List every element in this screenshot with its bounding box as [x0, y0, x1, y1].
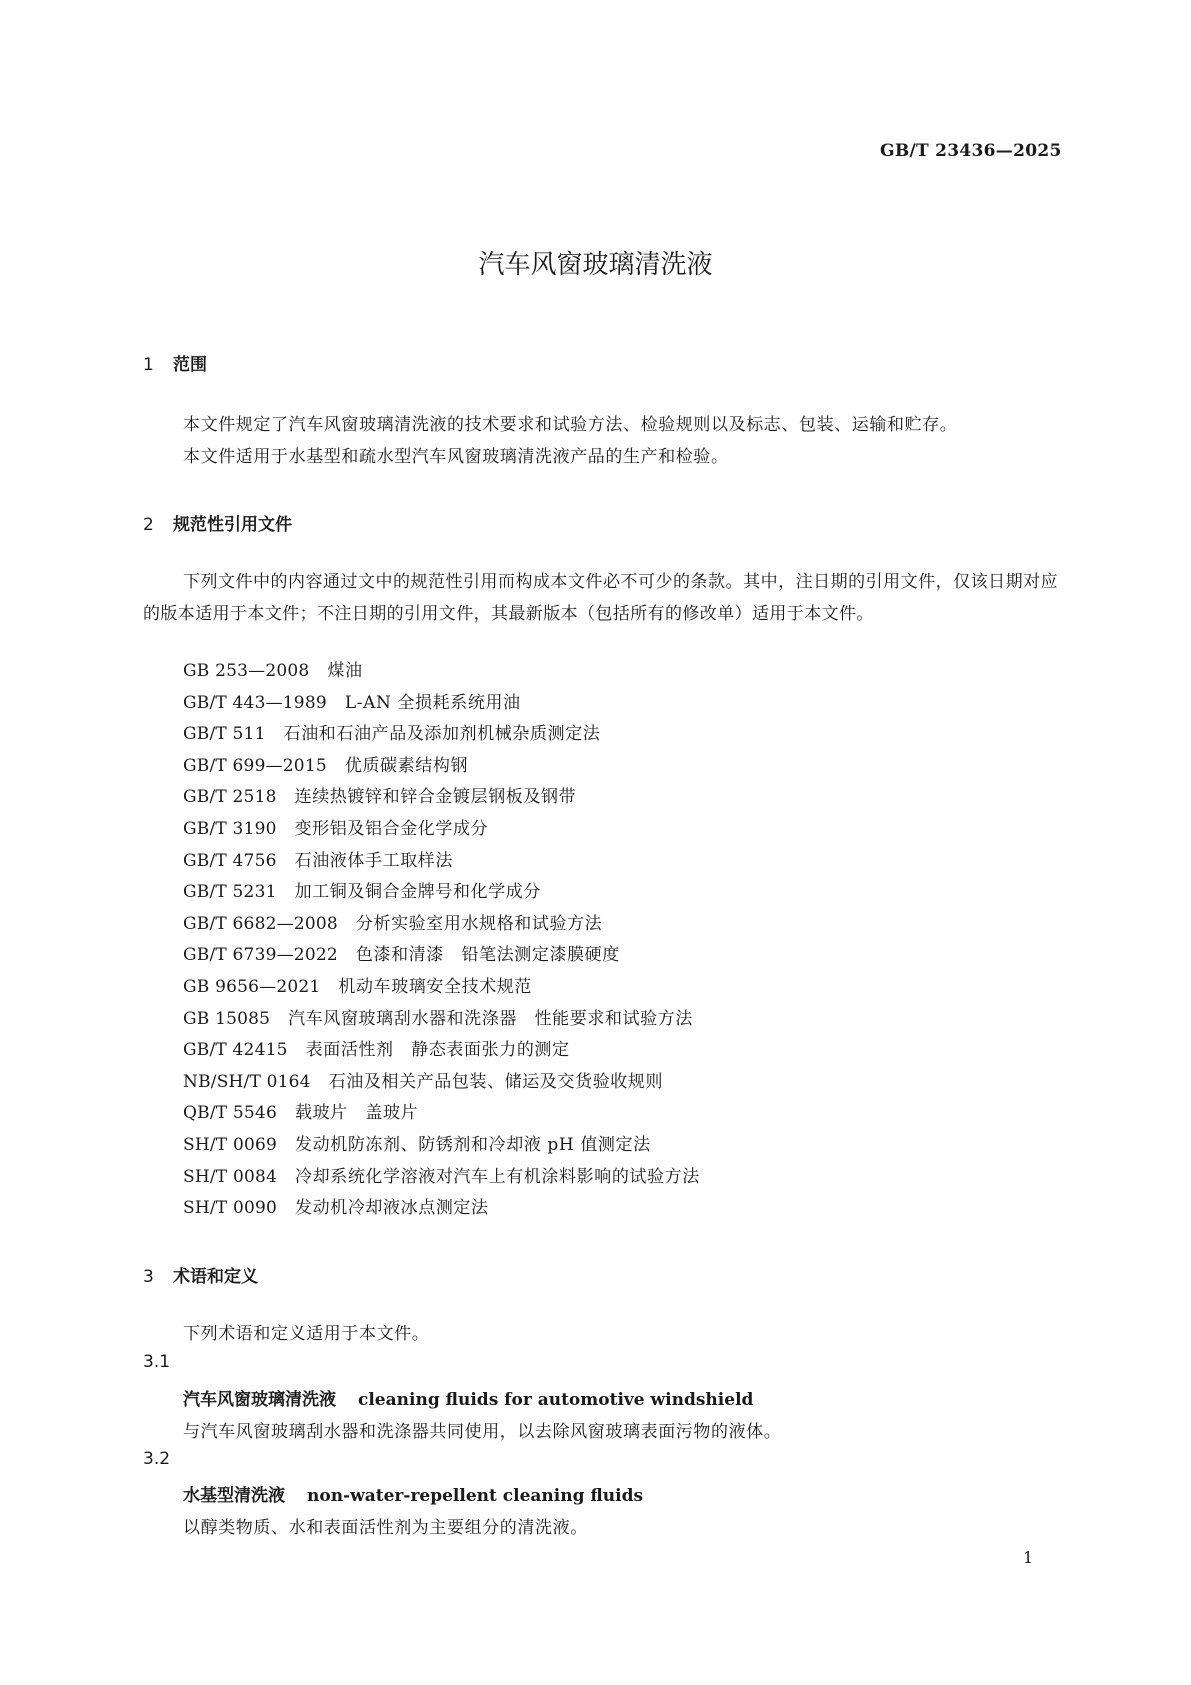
reference-item	[183, 1162, 700, 1194]
standard-code: GB/T 23436—2025	[880, 141, 1062, 161]
reference-title: 连续热镀锌和锌合金镀层钢板及钢带	[294, 787, 577, 808]
reference-code: GB/T 5231	[183, 882, 277, 903]
reference-item	[183, 1193, 700, 1225]
reference-code: GB/T 511	[183, 724, 266, 745]
terms-intro: 下列术语和定义适用于本文件。	[183, 1324, 430, 1344]
section-number: 2	[143, 515, 154, 535]
scope-paragraph-2: 本文件适用于水基型和疏水型汽车风窗玻璃清洗液产品的生产和检验。	[183, 447, 729, 467]
reference-title: 石油及相关产品包装、储运及交货验收规则	[328, 1071, 664, 1092]
reference-item	[183, 814, 700, 846]
term-zh: 水基型清洗液	[183, 1486, 285, 1506]
term-en: non-water-repellent cleaning fluids	[307, 1486, 644, 1506]
reference-title: 变形铝及铝合金化学成分	[294, 818, 489, 839]
reference-item	[183, 656, 700, 688]
reference-title: 煤油	[327, 661, 363, 681]
section-title: 范围	[173, 355, 207, 375]
section-number: 3	[143, 1267, 154, 1287]
reference-code: NB/SH/T 0164	[183, 1071, 311, 1092]
reference-title: 表面活性剂 静态表面张力的测定	[305, 1040, 570, 1061]
reference-title: 石油和石油产品及添加剂机械杂质测定法	[283, 724, 601, 745]
reference-item	[183, 782, 700, 814]
normative-refs-intro: 下列文件中的内容通过文中的规范性引用而构成本文件必不可少的条款。其中，注日期的引用文件，仅该日期对应的版本适用于本文件；不注日期的引用文件，其最新版本（包括所有的修改单）适用于本文件。	[143, 572, 1058, 624]
reference-title: 优质碳素结构钢	[344, 755, 469, 776]
reference-code: GB/T 3190	[183, 818, 277, 839]
reference-item	[183, 1067, 700, 1099]
reference-item	[183, 719, 700, 751]
reference-code: SH/T 0084	[183, 1166, 278, 1187]
reference-item	[183, 909, 700, 941]
term-en: cleaning fluids for automotive windshield	[358, 1390, 754, 1410]
reference-item	[183, 1035, 700, 1067]
reference-title: 汽车风窗玻璃刮水器和洗涤器 性能要求和试验方法	[288, 1008, 693, 1029]
reference-item	[183, 1098, 700, 1130]
reference-list	[183, 656, 700, 1225]
reference-title: 石油液体手工取样法	[294, 850, 454, 871]
reference-code: GB 253—2008	[183, 661, 310, 681]
term-3-2	[183, 1481, 643, 1506]
reference-code: GB/T 443—1989	[183, 692, 327, 713]
clause-number-3-1: 3.1	[143, 1352, 171, 1372]
reference-title: 加工铜及铜合金牌号和化学成分	[294, 882, 542, 903]
section-title: 术语和定义	[173, 1267, 258, 1287]
term-definition-3-1: 与汽车风窗玻璃刮水器和洗涤器共同使用，以去除风窗玻璃表面污物的液体。	[183, 1422, 782, 1442]
reference-code: SH/T 0069	[183, 1134, 278, 1155]
reference-code: GB/T 6682—2008	[183, 913, 338, 934]
reference-title: 分析实验室用水规格和试验方法	[355, 913, 603, 934]
reference-code: GB 9656—2021	[183, 976, 321, 997]
reference-code: GB/T 699—2015	[183, 755, 327, 776]
reference-title: 色漆和清漆 铅笔法测定漆膜硬度	[355, 945, 620, 966]
reference-item	[183, 972, 700, 1004]
page-number: 1	[1023, 1548, 1034, 1567]
reference-code: SH/T 0090	[183, 1198, 278, 1219]
reference-title: L-AN 全损耗系统用油	[344, 692, 521, 713]
reference-title: 发动机防冻剂、防锈剂和冷却液 pH 值测定法	[295, 1134, 651, 1155]
reference-code: GB 15085	[183, 1008, 271, 1029]
section-1-heading	[143, 350, 207, 375]
reference-item	[183, 1004, 700, 1036]
reference-item	[183, 1130, 700, 1162]
reference-code: GB/T 4756	[183, 850, 277, 871]
reference-title: 载玻片 盖玻片	[294, 1103, 419, 1124]
document-title: 汽车风窗玻璃清洗液	[478, 250, 713, 280]
reference-item	[183, 846, 700, 878]
reference-code: QB/T 5546	[183, 1103, 277, 1124]
reference-item	[183, 751, 700, 783]
section-title: 规范性引用文件	[173, 515, 292, 535]
term-definition-3-2: 以醇类物质、水和表面活性剂为主要组分的清洗液。	[183, 1518, 588, 1538]
section-number: 1	[143, 355, 154, 375]
reference-code: GB/T 42415	[183, 1040, 288, 1061]
reference-code: GB/T 6739—2022	[183, 945, 338, 966]
term-zh: 汽车风窗玻璃清洗液	[183, 1390, 336, 1410]
scope-paragraph-1: 本文件规定了汽车风窗玻璃清洗液的技术要求和试验方法、检验规则以及标志、包装、运输和贮存。	[183, 415, 958, 435]
reference-code: GB/T 2518	[183, 787, 277, 808]
term-3-1	[183, 1385, 753, 1410]
reference-title: 发动机冷却液冰点测定法	[295, 1198, 489, 1219]
reference-item	[183, 877, 700, 909]
reference-title: 机动车玻璃安全技术规范	[338, 976, 533, 997]
clause-number-3-2: 3.2	[143, 1449, 171, 1469]
section-3-heading	[143, 1262, 258, 1287]
reference-title: 冷却系统化学溶液对汽车上有机涂料影响的试验方法	[295, 1166, 700, 1187]
reference-item	[183, 940, 700, 972]
section-2-heading	[143, 510, 292, 535]
reference-item	[183, 688, 700, 720]
